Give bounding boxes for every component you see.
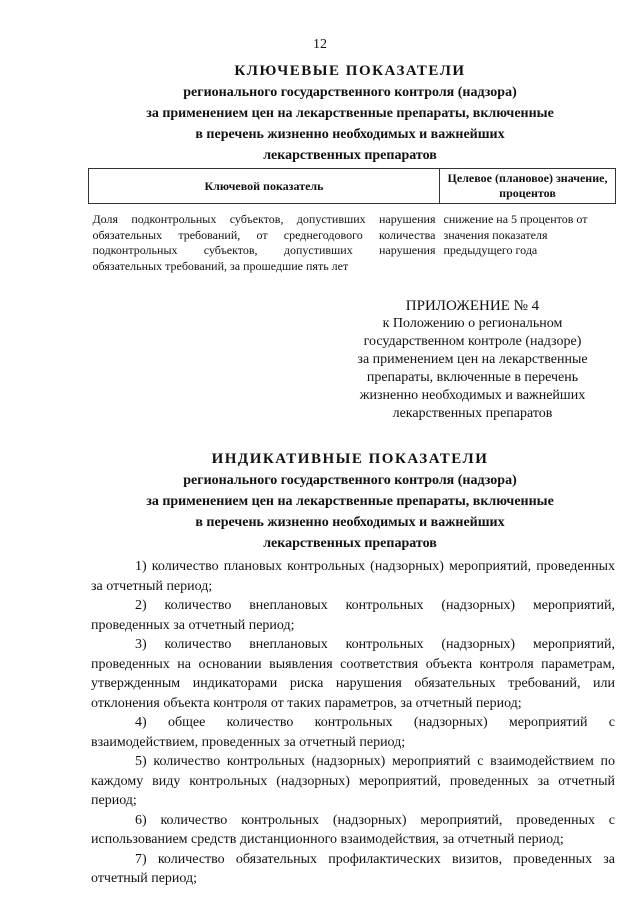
key-indicators-title: КЛЮЧЕВЫЕ ПОКАЗАТЕЛИ — [234, 63, 466, 79]
table-row — [89, 204, 616, 275]
indicative-indicators-list — [91, 557, 615, 889]
key-indicators-table — [88, 168, 616, 274]
appendix-line: государственном контроле (надзоре) — [363, 334, 582, 349]
indicative-indicators-subtitle-line: регионального государственного контроля (надзора) — [183, 473, 517, 488]
page-number: 12 — [313, 37, 327, 52]
indicative-indicators-subtitle-line: в перечень жизненно необходимых и важнейших — [195, 515, 505, 530]
appendix-line: к Положению о региональном — [382, 316, 563, 331]
key-indicators-subtitle-line: лекарственных препаратов — [263, 148, 437, 163]
key-indicators-subtitle-line: регионального государственного контроля (надзора) — [183, 85, 517, 100]
column-header-target: Целевое (плановое) значение, процентов — [440, 169, 616, 204]
list-item: 5) количество контрольных (надзорных) мероприятий с взаимодействием по каждому виду контрольных (надзорных) мероприятий, проведенных за отчетный период; — [91, 754, 615, 808]
appendix-line: лекарственных препаратов — [392, 406, 553, 421]
appendix-title: ПРИЛОЖЕНИЕ № 4 — [405, 298, 540, 314]
list-item: 1) количество плановых контрольных (надзорных) мероприятий, проведенных за отчетный период; — [91, 559, 615, 594]
indicator-cell: Доля подконтрольных субъектов, допустивших нарушения обязательных требований, от среднегодового количества подконтрольных субъектов, допустивших нарушения обязательных требований, за прошедшие пять лет — [92, 212, 436, 273]
appendix-header — [330, 297, 615, 423]
key-indicators-subtitle-line: за применением цен на лекарственные препараты, включенные — [146, 106, 554, 121]
indicative-indicators-subtitle-line: за применением цен на лекарственные препараты, включенные — [146, 494, 554, 509]
list-item: 3) количество внеплановых контрольных (надзорных) мероприятий, проведенных на основании выявления соответствия объекта контроля параметрам, утвержденным индикаторами риска нарушения обязательных требований, или отклонения объекта контроля от таких параметров, за отчетный период; — [91, 637, 615, 711]
list-item: 4) общее количество контрольных (надзорных) мероприятий с взаимодействием, проведенных за отчетный период; — [91, 715, 615, 750]
key-indicators-heading — [60, 60, 640, 166]
indicative-indicators-title: ИНДИКАТИВНЫЕ ПОКАЗАТЕЛИ — [211, 451, 489, 467]
indicative-indicators-heading — [60, 448, 640, 554]
indicative-indicators-subtitle-line: лекарственных препаратов — [263, 536, 437, 551]
list-item: 6) количество контрольных (надзорных) мероприятий, проведенных с использованием средств дистанционного взаимодействия, за отчетный период; — [91, 812, 615, 847]
table-header-row — [89, 169, 616, 204]
appendix-line: препараты, включенные в перечень — [366, 370, 579, 385]
list-item: 7) количество обязательных профилактических визитов, проведенных за отчетный период; — [91, 851, 615, 886]
target-cell: снижение на 5 процентов от значения показателя предыдущего года — [443, 212, 588, 257]
key-indicators-subtitle-line: в перечень жизненно необходимых и важнейших — [195, 127, 505, 142]
list-item: 2) количество внеплановых контрольных (надзорных) мероприятий, проведенных за отчетный период; — [91, 598, 615, 633]
appendix-line: за применением цен на лекарственные — [357, 352, 588, 367]
appendix-line: жизненно необходимых и важнейших — [359, 388, 586, 403]
column-header-indicator: Ключевой показатель — [89, 169, 440, 204]
